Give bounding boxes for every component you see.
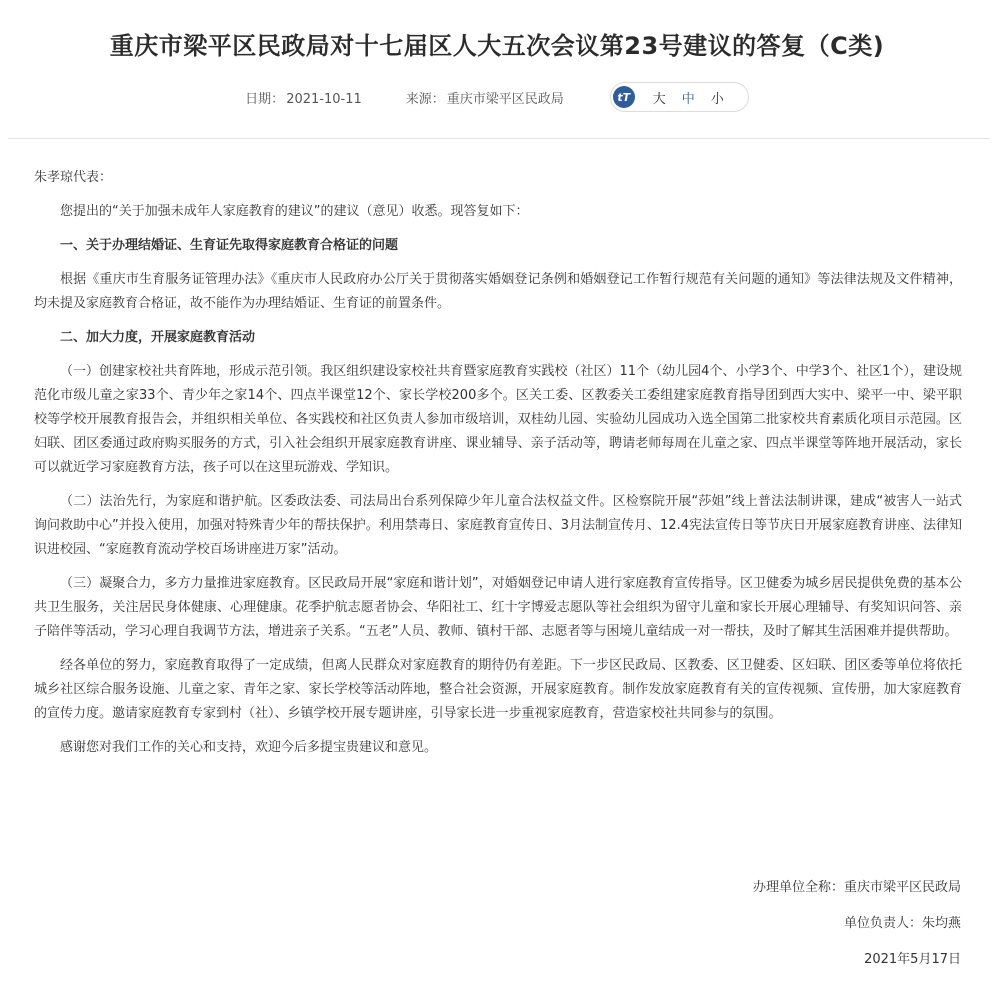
date-value: 2021-10-11 (286, 91, 362, 107)
article-meta (0, 80, 994, 114)
date-label: 日期： (245, 91, 285, 107)
header-divider (8, 138, 990, 139)
article-body (34, 166, 962, 770)
paragraph-2: （一）创建家校社共育阵地，形成示范引领。我区组织建设家校社共育暨家庭教育实践校（社区）11个（幼儿园4个、小学3个、中学3个、社区1个），建设规范化市级儿童之家33个、青少年之家14个、四点半课堂12个、家长学校200多个。区关工委、区教委关工委组建家庭教育指导团到西大实中、梁平一中、梁平职校等学校开展教育报告会，并组织相关单位、各实践校和社区负责人参加市级培训，双桂幼儿园、实验幼儿园成功入选全国第二批家校共育素质化项目示范园。区妇联、团区委通过政府购买服务的方式，引入社会组织开展家庭教育讲座、课业辅导、亲子活动等，聘请老师每周在儿童之家、四点半课堂等阵地开展活动，家长可以就近学习家庭教育方法，孩子可以在这里玩游戏、学知识。 (34, 364, 962, 475)
signature-unit: 办理单位全称：重庆市梁平区民政局 (752, 880, 961, 895)
font-size-icon: tT (613, 86, 635, 108)
paragraph-5: 经各单位的努力，家庭教育取得了一定成绩，但离人民群众对家庭教育的期待仍有差距。下一步区民政局、区教委、区卫健委、区妇联、团区委等单位将依托城乡社区综合服务设施、儿童之家、青年之家、家长学校等活动阵地，整合社会资源，开展家庭教育。制作发放家庭教育有关的宣传视频、宣传册，加大家庭教育的宣传力度。邀请家庭教育专家到村（社）、乡镇学校开展专题讲座，引导家长进一步重视家庭教育，营造家校社共同参与的氛围。 (34, 658, 962, 721)
salutation: 朱孝琼代表： (34, 170, 113, 185)
publish-date (245, 88, 364, 107)
signature-person: 单位负责人：朱均燕 (843, 916, 961, 931)
font-size-medium-button[interactable]: 中 (681, 91, 695, 107)
page-title: 重庆市梁平区民政局对十七届区人大五次会议第23号建议的答复（C类) (109, 32, 885, 60)
source (406, 88, 566, 107)
paragraph-3: （二）法治先行，为家庭和谐护航。区委政法委、司法局出台系列保障少年儿童合法权益文件。区检察院开展“莎姐”线上普法法制讲课，建成“被害人一站式询问救助中心”并投入使用，加强对特殊青少年的帮扶保护。利用禁毒日、家庭教育宣传日、3月法制宣传月、12.4宪法宣传日等节庆日开展家庭教育讲座、法律知识进校园、“家庭教育流动学校百场讲座进万家”活动。 (34, 494, 962, 557)
section-heading-2: 二、加大力度，开展家庭教育活动 (60, 330, 256, 345)
font-size-small-button[interactable]: 小 (710, 91, 724, 107)
signature-date: 2021年5月17日 (864, 952, 961, 967)
intro-paragraph: 您提出的“关于加强未成年人家庭教育的建议”的建议（意见）收悉。现答复如下： (60, 204, 529, 219)
paragraph-1: 根据《重庆市生育服务证管理办法》《重庆市人民政府办公厅关于贯彻落实婚姻登记条例和婚姻登记工作暂行规范有关问题的通知》等法律法规及文件精神，均未提及家庭教育合格证，故不能作为办理结婚证、生育证的前置条件。 (34, 272, 962, 311)
source-label: 来源： (405, 91, 445, 107)
paragraph-4: （三）凝聚合力，多方力量推进家庭教育。区民政局开展“家庭和谐计划”，对婚姻登记申请人进行家庭教育宣传指导。区卫健委为城乡居民提供免费的基本公共卫生服务，关注居民身体健康、心理健康。花季护航志愿者协会、华阳社工、红十字博爱志愿队等社会组织为留守儿童和家长开展心理辅导、有奖知识问答、亲子陪伴等活动，学习心理自我调节方法，增进亲子关系。“五老”人员、教师、镇村干部、志愿者等与困境儿童结成一对一帮扶，及时了解其生活困难并提供帮助。 (34, 576, 962, 639)
font-size-large-button[interactable]: 大 (652, 91, 666, 107)
source-value: 重庆市梁平区民政局 (446, 91, 564, 107)
font-size-switcher (610, 82, 749, 112)
section-heading-1: 一、关于办理结婚证、生育证先取得家庭教育合格证的问题 (60, 238, 399, 253)
closing-paragraph: 感谢您对我们工作的关心和支持，欢迎今后多提宝贵建议和意见。 (60, 740, 438, 755)
